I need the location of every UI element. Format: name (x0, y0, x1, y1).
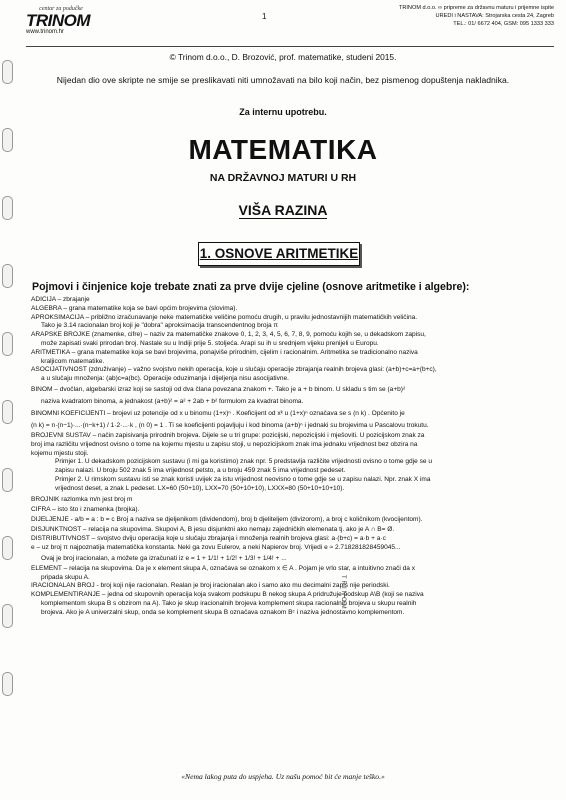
logo-name: TRINOM (26, 11, 91, 30)
page-number: 1 (262, 12, 267, 21)
glossary-line: BINOMNI KOEFICIJENTI – brojevi uz potencije od x u binomu (1+x)ⁿ . Koeficijent od xᵏ u (1+x)ⁿ označava se s (n k) . Općenito je (31, 409, 405, 417)
trinom-logo (26, 6, 96, 35)
glossary-line: BINOM – dvočlan, algebarski izraz koji se sastoji od dva člana povezana znakom +. Tako je a + b binom. U skladu s tim se (a+b)² (31, 385, 406, 393)
company-line: TRINOM d.o.o. ∞ pripreme za državnu maturu i prijemne ispite (398, 5, 554, 11)
glossary-line: ASOCIJATIVNOST (združivanje) – važno svojstvo nekih operacija, koje u slučaju operacije zbrajanja realnih brojeva glasi: (a+b)+c=a+(b+c), (31, 366, 437, 374)
glossary-line: DISJUNKTNOST – relacija na skupovima. Skupovi A, B jesu disjunktni ako nemaju zajedničkih elemenata tj. ako je A ∩ B= Ø. (31, 526, 395, 534)
glossary-line: BROJNIK razlomka m/n jest broj m (31, 495, 133, 503)
content-heading: Pojmovi i činjenice koje trebate znati za prve dvije cjeline (osnove aritmetike i algebre): (32, 281, 470, 293)
glossary-line: DISTRIBUTIVNOST – svojstvo dviju operacija koje u slučaju zbrajanja i množenja realnih brojeva glasi: a·(b+c) = a·b + a·c (31, 535, 386, 543)
glossary-line: pripada skupu A. (41, 573, 90, 581)
document-subtitle: NA DRŽAVNOJ MATURI U RH (209, 172, 357, 184)
glossary-line: KOMPLEMENTIRANJE – jedna od skupovnih operacija koja svakom podskupu B nekog skupa A pridružuje podskup A\B (koji se naziva (31, 591, 424, 599)
level-title (0, 202, 566, 218)
glossary-line: može zapisati svaki prirodan broj. Nastale su u Indiji prije 5. stoljeća. Arapi su ih u srednjem vijeku prenijeli u Europu. (41, 339, 379, 347)
side-watermark-text: TRINOM (340, 575, 346, 611)
glossary-line: ADICIJA – zbrajanje (31, 296, 90, 303)
glossary-line: broj ima različitu vrijednost ovisno o tome na kojemu mjestu u zapisu stoji, u nepozicijskom znak ima jednaku vrijednost bez obzira na (31, 440, 418, 448)
punch-hole (2, 604, 13, 628)
company-info (324, 4, 554, 29)
glossary-line: ELEMENT – relacija na skupovima. Da je x element skupa A, označava se oznakom x ∈ A . Pojam je vrlo star, a intuitivno znači da x (31, 564, 416, 572)
section-box (198, 242, 360, 266)
footer-quote: «Nema lakog puta do uspjeha. Uz našu pomoć bit će manje teško.» (181, 772, 385, 781)
punch-hole (2, 264, 13, 288)
glossary-line: ARAPSKE BROJKE (znamenke, cifre) – naziv za matematičke znakove 0, 1, 2, 3, 4, 5, 6, 7, 8, 9, pomoću kojih se, u dekadskom zapisu, (31, 331, 426, 339)
glossary-line: vrijednost deset, a znak L pedeset. LX=60 (50+10), LXX=70 (50+10+10), LXXX=80 (50+10+10+10). (55, 484, 345, 492)
document-title: MATEMATIKA (188, 134, 378, 165)
punch-hole (2, 672, 13, 696)
copyright-line: © Trinom d.o.o., D. Brozović, prof. matematike, studeni 2015. (169, 52, 397, 62)
glossary-line: APROKSIMACIJA – približno izračunavanje neke matematičke veličine pomoću drugih, u pravilu jednostavnijih matematičkih veličina. (31, 313, 418, 321)
glossary-line: DIJELJENJE - a/b = a : b = c Broj a naziva se djeljenikom (dividendom), broj b djeliteljem (divizorom), a broj c količnikom (kvocijentom). (31, 516, 423, 524)
glossary-line: ARITMETIKA – grana matematike koja se bavi brojevima, ponajviše prirodnim, cijelim i racionalnim. Aritmetika se tradicionalno naziva (31, 348, 418, 356)
phone-line: TEL.: 01/ 6672 404, GSM: 095 1333 333 (453, 21, 554, 28)
logo-url: www.trinom.hr (26, 29, 65, 35)
address-line: UREDI i NASTAVA: Strojarska cesta 24, Zagreb (435, 13, 554, 20)
copy-notice: Nijedan dio ove skripte ne smije se preslikavati niti umnožavati na bilo koji način, bez pismenog dopuštenja nakladnika. (56, 75, 510, 85)
level-label: VIŠA RAZINA (238, 202, 328, 218)
glossary-body (31, 296, 536, 618)
punch-hole (2, 332, 13, 356)
glossary-line: kraljicom matematike. (41, 357, 105, 365)
punch-hole (2, 468, 13, 492)
glossary-line: Tako je 3.14 racionalan broj koji je "dobra" aproksimacija transcendentnog broja π (41, 322, 278, 330)
glossary-line: Primjer 2. U rimskom sustavu isti se znak koristi uvijek za istu vrijednost neovisno o tome gdje se u zapisu nalazi. Npr. znak X ima (55, 475, 431, 483)
punch-hole (2, 400, 13, 424)
glossary-line: brojeva. Ako je A univerzalni skup, onda se komplement skupa B označava oznakom Bᶜ i naziva jednostavno komplementom. (41, 608, 405, 616)
glossary-line: komplementom skupa B s obzirom na A). Tako je skup iracionalnih brojeva komplement skupa racionalnih brojeva u skupu realnih (41, 599, 417, 607)
glossary-line: naziva kvadratom binoma, a jednakost (a+b)² = a² + 2ab + b² formulom za kvadrat binoma. (41, 397, 304, 405)
glossary-line: IRACIONALAN BROJ - broj koji nije racionalan. Realan je broj iracionalan ako i samo ako mu decimalni zapis nije periodski. (31, 582, 390, 590)
glossary-line: a u slučaju množenja: (ab)c=a(bc). Operacije oduzimanja i dijeljenja nisu asocijativne. (41, 375, 290, 383)
glossary-line: zapisu nalazi. U broju 502 znak 5 ima vrijednost petsto, a u broju 459 znak 5 ima vrijednost pedeset. (55, 467, 346, 475)
glossary-line: kojemu mjestu stoji. (31, 449, 89, 457)
glossary-line: BROJEVNI SUSTAV – način zapisivanja prirodnih brojeva. Dijele se u tri grupe: pozicijski, nepozicijski i mješoviti. U pozicijskom znak za (31, 431, 425, 439)
glossary-line: CIFRA – isto što i znamenka (brojka). (31, 505, 140, 513)
glossary-line: ALGEBRA – grana matematike koja se bavi općim brojevima (slovima). (31, 304, 238, 312)
glossary-line: Primjer 1. U dekadskom pozicijskom sustavu (i mi ga koristimo) znak npr. 5 predstavlja različite vrijednosti ovisno o tome gdje se u (55, 458, 432, 466)
glossary-line: Ovaj je broj iracionalan, a možete ga izračunati iz e = 1 + 1/1! + 1/2! + 1/3! + 1/4! + ... (41, 554, 287, 562)
logo-tagline: centar za podučke (39, 6, 83, 12)
internal-use-note: Za internu upotrebu. (239, 107, 327, 117)
punch-hole (2, 536, 13, 560)
header-divider (26, 46, 554, 47)
glossary-line: e – uz broj π najpoznatija matematička konstanta. Neki ga zovu Eulerov, a neki Napierov broj. Vrijedi e ≈ 2.718281828459045... (31, 543, 401, 551)
section-title: 1. OSNOVE ARITMETIKE (199, 246, 359, 261)
glossary-line: (n k) = n·(n−1)·...·(n−k+1) / 1·2·...·k , (n 0) = 1 . Ti se koeficijenti pojavljuju i kod binoma (a+b)ⁿ i jednaki su brojevima u Pascalovu trokutu. (31, 421, 429, 429)
